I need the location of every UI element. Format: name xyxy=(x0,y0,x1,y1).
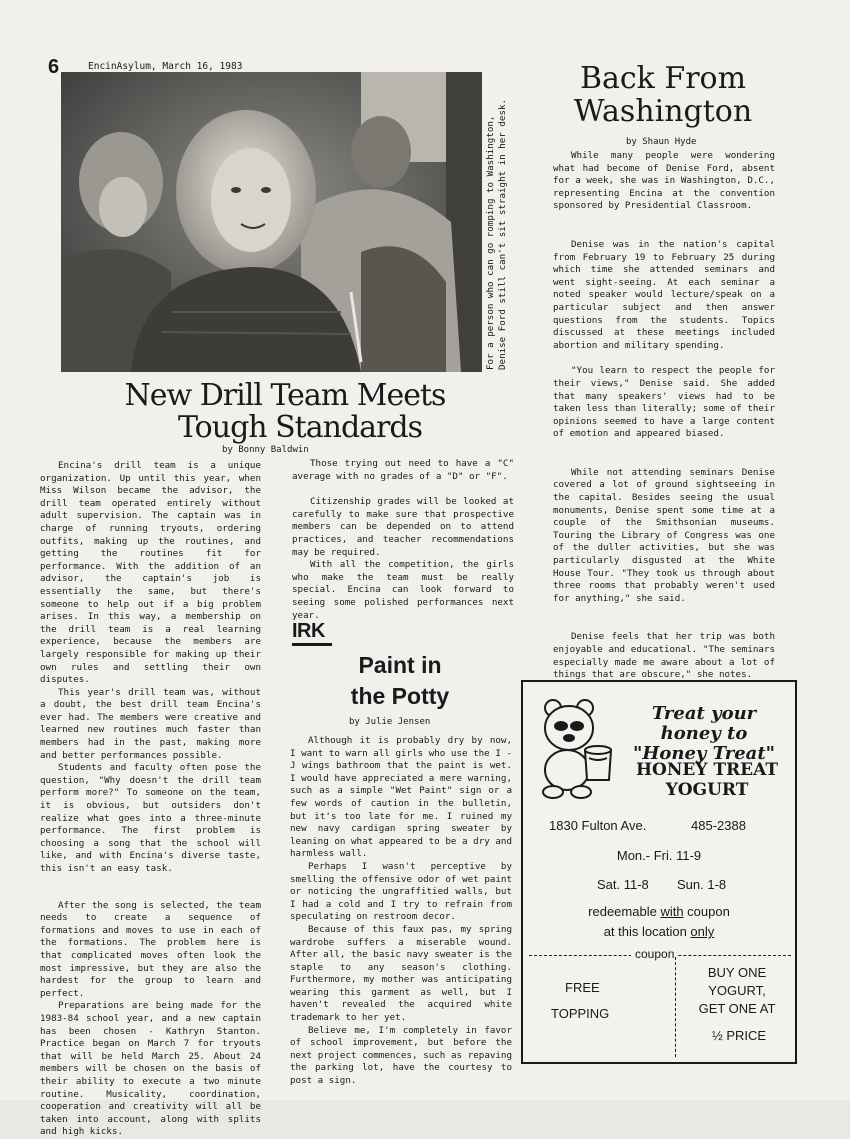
coupon-buy-line: BUY ONE xyxy=(707,965,767,980)
washington-body xyxy=(553,150,775,682)
washington-paragraph-3: "You learn to respect the people for their views," Denise said. She added that many speakers' views had to be taken less than literally; some of their opinions seemed to have a large content of emotion and appeared biased. xyxy=(553,365,775,440)
irk-label: IRK xyxy=(292,620,325,642)
ad-hours-weekday: Mon.- Fri. 11-9 xyxy=(616,848,702,863)
washington-headline xyxy=(548,62,778,128)
ad-phone: 485-2388 xyxy=(691,818,746,833)
photo-caption xyxy=(485,80,531,370)
washington-paragraph-5: Denise feels that her trip was both enjoyable and educational. "The seminars especially made me aware about a lot of things that are obscure," she notes. xyxy=(553,631,775,681)
drill-paragraph-3: Students and faculty often pose the question, "Why doesn't the drill team perform more?" To someone on the team, it is obvious, but outsiders don't realize what goes into a three-minute performance. The first problem is choosing a song that the school will like, and with Encina's diverse taste, this isn't an easy task. xyxy=(40,762,261,874)
irk-byline: by Julie Jensen xyxy=(349,717,431,727)
coupon-divider xyxy=(675,957,676,1057)
drill-paragraph-6: Those trying out need to have a "C" average with no grades of a "D" or "F". xyxy=(292,458,514,482)
ad-redeem-with: with xyxy=(660,904,684,919)
coupon-get-line: GET ONE AT xyxy=(698,1001,776,1016)
ad-slogan-line2: "Honey Treat" xyxy=(632,743,776,764)
coupon-free: FREE xyxy=(565,980,600,995)
washington-paragraph-4: While not attending seminars Denise covered a lot of ground sightseeing in the capital. Besides seeing the usual monuments, Denise spent some time at a couple of the Smithsonian museums. Touring the Library of Congress was one of the duller activities, but she was particularly disgusted at the White House Tour. "They took us through about three rooms that probably weren't used for anything," she said. xyxy=(553,466,775,604)
drill-team-byline: by Bonny Baldwin xyxy=(222,445,309,455)
article-photo xyxy=(61,72,482,372)
ad-hours-saturday: Sat. 11-8 xyxy=(597,877,649,892)
masthead-date: EncinAsylum, March 16, 1983 xyxy=(88,61,243,72)
ad-location-pre: at this location xyxy=(603,924,691,939)
irk-paragraph-4: Believe me, I'm completely in favor of school improvement, but before the next project commences, such as repaving the parking lot, have the courtesy to post a sign. xyxy=(290,1024,512,1087)
ad-redeem-post: coupon xyxy=(683,904,730,919)
coupon-half-price: ½ PRICE xyxy=(711,1028,767,1043)
irk-headline xyxy=(300,650,500,712)
ad-brand-line2: YOGURT xyxy=(665,780,749,800)
photo-caption-text: For a person who can go romping to Washington, Denise Ford still can't sit straight in her desk. xyxy=(485,98,508,370)
ad-brand-line1: HONEY TREAT xyxy=(635,760,779,780)
coupon-topping: TOPPING xyxy=(551,1006,610,1021)
irk-paragraph-3: Because of this faux pas, my spring wardrobe suffers a miserable wound. After all, the basic navy sweater is the staple to any season's clothing. Furthermore, my mother was anticipating wearing this garment as well, but I haven't revealed the acquired white trademark to her yet. xyxy=(290,923,512,1024)
coupon-buy-one xyxy=(683,964,791,1018)
drill-paragraph-2: This year's drill team was, without a doubt, the best drill team Encina's ever had. The members were creative and learned new routines much faster than members had in the past, making more and better performances possible. xyxy=(40,686,261,761)
page-number: 6 xyxy=(48,56,60,78)
drill-headline-line2: Tough Standards xyxy=(178,410,422,445)
bear-icon xyxy=(537,696,617,800)
drill-team-headline xyxy=(100,380,470,444)
photo-image xyxy=(61,72,482,372)
washington-paragraph-2: Denise was in the nation's capital from February 19 to February 25 during which time she attended seminars and went sight-seeing. At each seminar a noted speaker would lecture/speak on a particular subject and then answer questions from the students. Topics discussed at these meetings included abortion and military spending. xyxy=(553,238,775,351)
coupon-yogurt-line: YOGURT, xyxy=(708,983,766,998)
drill-paragraph-8: With all the competition, the girls who make the team must be really special. Encina can look forward to seeing some polished performances next year. xyxy=(292,559,514,621)
drill-paragraph-1: Encina's drill team is a unique organization. Up until this year, when Miss Wilson became the advisor, the drill team operated entirely without adult supervision. The captain was in charge of running tryouts, ordering outfits, making up the routines, and getting the routines fit for performance. With the addition of an advisor, the captain's job is essentially the same, but there's someone to help out if a big problem arises. In this way, a membership on the drill team is a real learning experience, because the members are largely responsible for making up their own rules and settling their own disputes. xyxy=(40,460,261,686)
ad-location-only: only xyxy=(690,924,715,939)
coupon-label: coupon xyxy=(631,947,678,961)
irk-paragraph-2: Perhaps I wasn't perceptive by smelling the offensive odor of wet paint or noticing the ungraffitied walls, but I had a cold and I try to refrain from speculating on restroom decor. xyxy=(290,860,512,923)
ad-redeem-line2 xyxy=(523,922,795,942)
irk-body xyxy=(290,735,512,1088)
irk-paragraph-1: Although it is probably dry by now, I want to warn all girls who use the I - J wings bathroom that the paint is wet. I would have appreciated a mere warning, such as a simple "Wet Paint" sign or a few words of caution in the bulletin, but it's too late for me. I ruined my new navy cardigan spring sweater by leaning on what appeared to be a dry and harmless wall. xyxy=(290,735,512,860)
washington-headline-line1: Back From xyxy=(579,61,747,96)
drill-team-column-2 xyxy=(292,458,514,622)
washington-paragraph-1: While many people were wondering what had become of Denise Ford, absent for a week, she was in Washington, D.C., representing Encina at the convention sponsored by Presidential Classroom. xyxy=(553,150,775,212)
drill-paragraph-7: Citizenship grades will be looked at carefully to make sure that prospective members can be depended on to attend practices, and teacher recommendations may be required. xyxy=(292,496,514,558)
ad-redeem-pre: redeemable xyxy=(588,904,661,919)
washington-headline-line2: Washington xyxy=(573,94,753,129)
drill-paragraph-5: Preparations are being made for the 1983-84 school year, and a new captain has been chosen - Kathryn Stanton. Practice began on March 7 for tryouts that will be held March 25. About 24 members will be chosen on the basis of their ability to execute a two minute routine. Musicality, coordination, cooperation and creativity will all be taken into account, along with splits and high kicks. xyxy=(40,1000,261,1138)
irk-headline-line2: the Potty xyxy=(350,683,450,709)
ad-slogan xyxy=(619,704,789,764)
irk-headline-line1: Paint in xyxy=(358,652,442,678)
ad-address: 1830 Fulton Ave. xyxy=(549,818,647,833)
ad-slogan-line1: Treat your honey to xyxy=(651,703,757,744)
honey-treat-ad xyxy=(521,680,797,1064)
ad-redeem-line1 xyxy=(523,902,795,922)
drill-team-column-1 xyxy=(40,460,261,1139)
ad-brand xyxy=(619,760,795,800)
drill-paragraph-4: After the song is selected, the team needs to create a sequence of formations and moves to use in each of the formations. The problem here is that complicated moves often look the most impressive, but they are also the hardest for the group to learn and perfect. xyxy=(40,899,261,999)
ad-hours-sunday: Sun. 1-8 xyxy=(677,877,727,892)
washington-byline: by Shaun Hyde xyxy=(626,137,697,147)
irk-underline xyxy=(292,643,332,646)
ad-redeem-text xyxy=(523,902,795,942)
drill-headline-line1: New Drill Team Meets xyxy=(124,378,446,413)
